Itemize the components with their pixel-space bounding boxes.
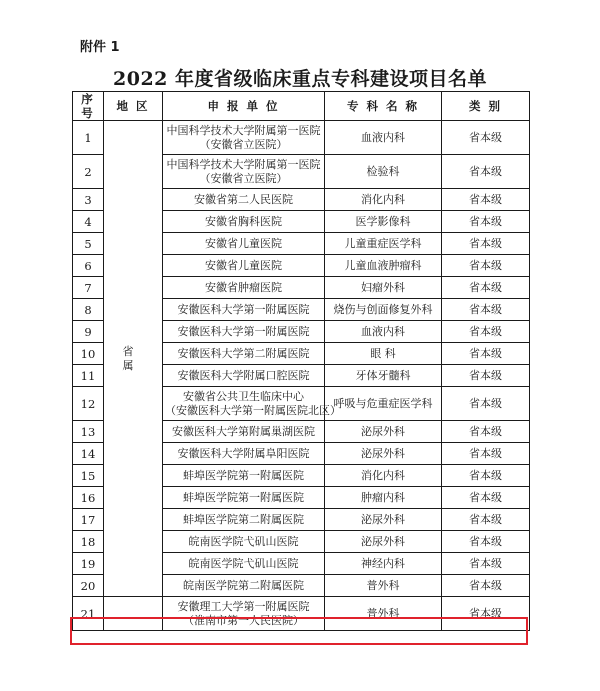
cell-specialty: 检验科: [325, 155, 442, 189]
cell-specialty: 血液内科: [325, 121, 442, 155]
cell-unit: [163, 299, 325, 321]
unit-name-line: 皖南医学院弋矶山医院: [188, 534, 299, 548]
cell-specialty: 消化内科: [325, 465, 442, 487]
cell-seq: 14: [73, 443, 104, 465]
cell-specialty: 眼 科: [325, 343, 442, 365]
cell-seq: 2: [73, 155, 104, 189]
unit-name-line: 安徽医科大学附属口腔医院: [177, 368, 310, 382]
cell-specialty: 泌尿外科: [325, 443, 442, 465]
table-row: [73, 597, 530, 631]
cell-seq: 8: [73, 299, 104, 321]
cell-category: 省本级: [442, 321, 530, 343]
unit-name-line: 皖南医学院弋矶山医院: [188, 556, 299, 570]
cell-seq: 18: [73, 531, 104, 553]
cell-category: 省本级: [442, 121, 530, 155]
unit-name-line: 安徽省第二人民医院: [194, 192, 293, 206]
unit-name-line: 蚌埠医学院第一附属医院: [183, 468, 304, 482]
unit-name-line: （淮南市第一人民医院）: [183, 613, 304, 627]
cell-seq: 5: [73, 233, 104, 255]
cell-category: 省本级: [442, 421, 530, 443]
cell-specialty: 医学影像科: [325, 211, 442, 233]
unit-name-line: （安徽省立医院）: [199, 137, 288, 151]
cell-unit: [163, 211, 325, 233]
cell-specialty: 烧伤与创面修复外科: [325, 299, 442, 321]
cell-category: 省本级: [442, 155, 530, 189]
cell-category: 省本级: [442, 343, 530, 365]
cell-seq: 9: [73, 321, 104, 343]
unit-name-line: 蚌埠医学院第一附属医院: [183, 490, 304, 504]
unit-name-line: （安徽医科大学第一附属医院北区）: [165, 403, 341, 417]
cell-unit: [163, 343, 325, 365]
unit-name-line: 安徽医科大学第一附属医院: [177, 324, 310, 338]
cell-seq: 15: [73, 465, 104, 487]
header-region: 地 区: [104, 92, 163, 121]
cell-specialty: 儿童重症医学科: [325, 233, 442, 255]
unit-name-line: 安徽医科大学第一附属医院: [177, 302, 310, 316]
cell-seq: 21: [73, 597, 104, 631]
cell-seq: 6: [73, 255, 104, 277]
cell-category: 省本级: [442, 233, 530, 255]
cell-category: 省本级: [442, 255, 530, 277]
cell-seq: 20: [73, 575, 104, 597]
cell-unit: [163, 553, 325, 575]
unit-name-line: 安徽医科大学第附属巢湖医院: [172, 424, 315, 438]
cell-specialty: 妇瘤外科: [325, 277, 442, 299]
cell-seq: 10: [73, 343, 104, 365]
cell-seq: 17: [73, 509, 104, 531]
document-title: 2022 年度省级临床重点专科建设项目名单: [113, 68, 487, 90]
cell-category: 省本级: [442, 211, 530, 233]
cell-category: 省本级: [442, 189, 530, 211]
cell-unit: [163, 509, 325, 531]
cell-unit: [163, 121, 325, 155]
unit-name-line: 安徽省肿瘤医院: [205, 280, 282, 294]
unit-name-line: 安徽医科大学第二附属医院: [177, 346, 310, 360]
unit-name-line: （安徽省立医院）: [199, 171, 288, 185]
cell-specialty: 泌尿外科: [325, 509, 442, 531]
cell-category: 省本级: [442, 597, 530, 631]
cell-seq: 11: [73, 365, 104, 387]
cell-specialty: 牙体牙髓科: [325, 365, 442, 387]
cell-category: 省本级: [442, 531, 530, 553]
unit-name-line: 安徽医科大学附属阜阳医院: [177, 446, 310, 460]
cell-category: 省本级: [442, 509, 530, 531]
cell-unit: [163, 487, 325, 509]
cell-unit: [163, 277, 325, 299]
cell-seq: 13: [73, 421, 104, 443]
cell-category: 省本级: [442, 575, 530, 597]
cell-specialty: 消化内科: [325, 189, 442, 211]
unit-name-line: 安徽省胸科医院: [205, 214, 282, 228]
unit-name-line: 中国科学技术大学附属第一医院: [166, 123, 321, 137]
cell-unit: [163, 233, 325, 255]
cell-unit: [163, 421, 325, 443]
cell-category: 省本级: [442, 299, 530, 321]
unit-name-line: 安徽省公共卫生临床中心: [183, 389, 304, 403]
cell-unit: [163, 255, 325, 277]
unit-name-line: 安徽省儿童医院: [205, 236, 282, 250]
cell-category: 省本级: [442, 465, 530, 487]
header-unit: 申 报 单 位: [163, 92, 325, 121]
cell-seq: 19: [73, 553, 104, 575]
cell-region-empty: [104, 597, 163, 631]
cell-seq: 12: [73, 387, 104, 421]
cell-specialty: 泌尿外科: [325, 421, 442, 443]
cell-specialty: 泌尿外科: [325, 531, 442, 553]
cell-seq: 16: [73, 487, 104, 509]
header-category: 类 别: [442, 92, 530, 121]
cell-unit: [163, 597, 325, 631]
cell-category: 省本级: [442, 277, 530, 299]
cell-unit: [163, 465, 325, 487]
cell-unit: [163, 189, 325, 211]
cell-specialty: 普外科: [325, 575, 442, 597]
cell-unit: [163, 387, 341, 421]
cell-unit: [163, 155, 325, 189]
cell-specialty: 肿瘤内科: [325, 487, 442, 509]
cell-unit: [163, 575, 325, 597]
cell-specialty: 普外科: [325, 597, 442, 631]
cell-category: 省本级: [442, 553, 530, 575]
table-body: [73, 121, 530, 631]
cell-category: 省本级: [442, 387, 530, 421]
cell-seq: 1: [73, 121, 104, 155]
attachment-label: 附件 1: [80, 40, 120, 55]
cell-seq: 3: [73, 189, 104, 211]
table-header-row: [73, 92, 530, 121]
cell-unit: [163, 531, 325, 553]
header-seq: 序号: [73, 92, 104, 121]
cell-specialty: 呼吸与危重症医学科: [325, 387, 442, 421]
cell-unit: [163, 443, 325, 465]
cell-category: 省本级: [442, 365, 530, 387]
unit-name-line: 蚌埠医学院第二附属医院: [183, 512, 304, 526]
cell-seq: 7: [73, 277, 104, 299]
cell-specialty: 儿童血液肿瘤科: [325, 255, 442, 277]
header-specialty: 专 科 名 称: [325, 92, 442, 121]
cell-region: 省 属: [104, 121, 163, 597]
cell-unit: [163, 365, 325, 387]
cell-category: 省本级: [442, 443, 530, 465]
unit-name-line: 中国科学技术大学附属第一医院: [166, 157, 321, 171]
project-list-table: [72, 91, 530, 631]
unit-name-line: 皖南医学院第二附属医院: [183, 578, 304, 592]
cell-seq: 4: [73, 211, 104, 233]
table-row: [73, 121, 530, 155]
cell-category: 省本级: [442, 487, 530, 509]
cell-specialty: 神经内科: [325, 553, 442, 575]
unit-name-line: 安徽省儿童医院: [205, 258, 282, 272]
cell-specialty: 血液内科: [325, 321, 442, 343]
unit-name-line: 安徽理工大学第一附属医院: [177, 599, 310, 613]
cell-unit: [163, 321, 325, 343]
